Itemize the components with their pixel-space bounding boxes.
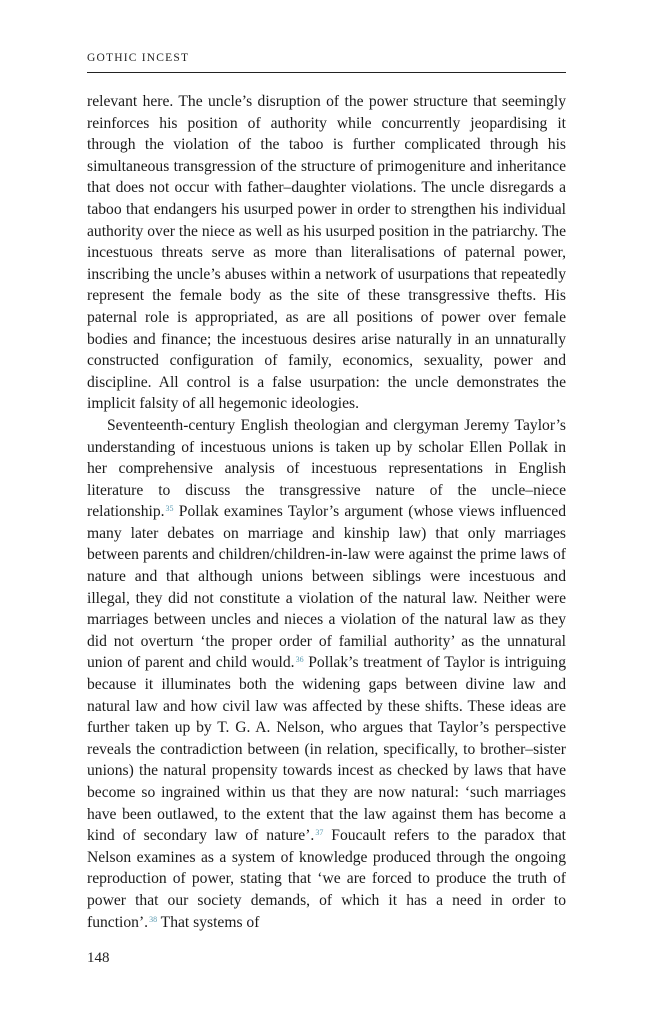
paragraph-2-segment: Foucault refers to the paradox that Nelson examines as a system of knowledge produced through the ongoing reproduction of power, stating that ‘we are forced to produce the truth of power that our society demands, of which it has a need in order to function’. (87, 827, 566, 931)
page-number: 148 (87, 950, 110, 966)
paragraph-2-segment: Pollak examines Taylor’s argument (whose views influenced many later debates on marriage and kinship law) that only marriages between parents and children/children-in-law were against the prime laws of nature and that although unions between siblings were incestuous and illegal, they did not constitute a violation of the natural law. Neither were marriages between uncles and nieces a violation of the natural law as they did not overturn ‘the proper order of familial authority’ as the unnatural union of parent and child would. (87, 503, 566, 672)
paragraph-2-segment: Seventeenth-century English theologian and clergyman Jeremy Taylor’s understanding of incestuous unions is taken up by scholar Ellen Pollak in her comprehensive analysis of incestuous representations in English literature to discuss the transgressive nature of the uncle–niece relationship. (87, 416, 566, 521)
paragraph-2-segment: That systems of (157, 913, 260, 931)
book-page (87, 0, 566, 1018)
footnote-ref-38[interactable]: 38 (149, 914, 158, 924)
footnote-ref-37[interactable]: 37 (315, 828, 324, 838)
paragraph-1: relevant here. The uncle’s disruption of the power structure that seemingly reinforces his position of authority while concurrently jeopardising it through the violation of the taboo is further complicated through his simultaneous transgression of the structure of primogeniture and inheritance that does not occur with father–daughter violations. The uncle disregards a taboo that endangers his usurped power in order to strengthen his individual authority over the niece as well as his usurped position in the patriarchy. The incestuous threats serve as more than literalisations of paternal power, inscribing the uncle’s abuses within a network of usurpations that repeatedly represent the female body as the site of these transgressive thefts. His paternal role is appropriated, as are all positions of power over female bodies and finance; the incestuous desires arise naturally in an unnaturally constructed configuration of family, economics, sexuality, power and discipline. All control is a false usurpation: the uncle demonstrates the implicit falsity of all hegemonic ideologies. (87, 93, 566, 413)
running-head: GOTHIC INCEST (87, 52, 190, 64)
paragraph-2 (87, 415, 566, 933)
footnote-ref-36[interactable]: 36 (295, 655, 304, 665)
footnote-ref-35[interactable]: 35 (165, 504, 174, 514)
body-text (87, 91, 566, 933)
paragraph-2-segment: Pollak’s treatment of Taylor is intriguing because it illuminates both the widening gaps between divine law and natural law and how civil law was affected by these shifts. These ideas are further taken up by T. G. A. Nelson, who argues that Taylor’s perspective reveals the contradiction between (in relation, specifically, to brother–sister unions) the natural propensity towards incest as checked by laws that have become so ingrained within us that they are now natural: ‘such marriages have been outlawed, to the extent that the law against them has become a kind of secondary law of nature’. (87, 654, 566, 845)
header-rule (87, 72, 566, 73)
